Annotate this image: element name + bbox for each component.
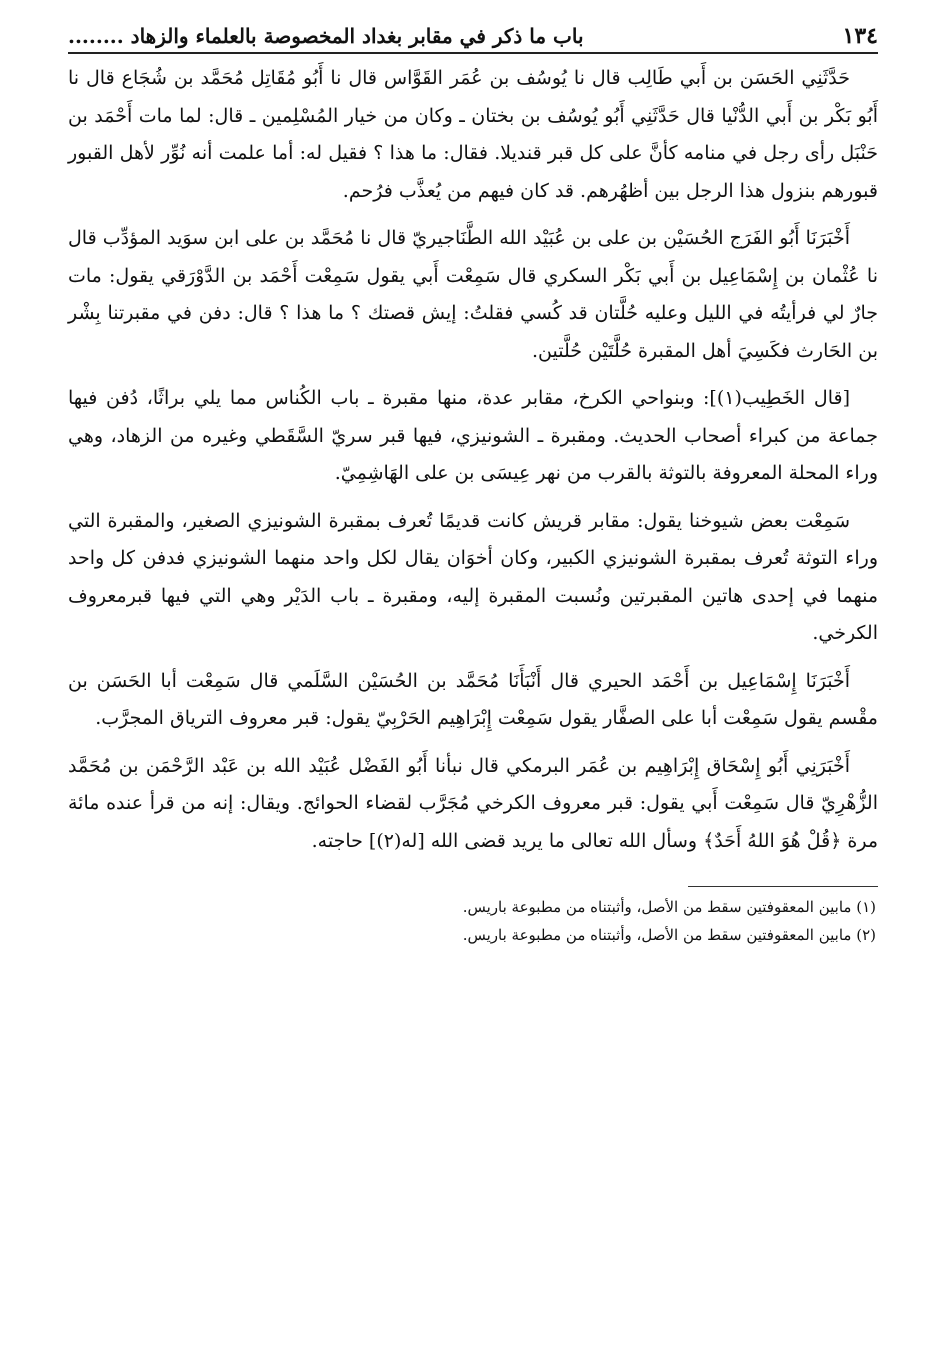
paragraph: [قال الخَطِيب(١)]: وبنواحي الكرخ، مقابر عدة، منها مقبرة ـ باب الكُناس مما يلي براثًا، دُفن فيها جماعة من كبراء أصحاب الحديث. ومقبرة ـ الشونيزي، فيها قبر سريّ السَّقَطي وغيره من الزهاد، وهي وراء المحلة المعروفة بالتوثة بالقرب من نهر عِيسَى بن على الهَاشِمِيّ. [68,387,878,484]
chapter-title: باب ما ذكر في مقابر بغداد المخصوصة بالعلماء والزهاد ........ [68,24,584,48]
footnote-divider [688,886,878,887]
paragraph: أَخْبَرَنَا أَبُو الفَرَج الحُسَيْن بن على بن عُبَيْد الله الطَّنَاجيريّ قال نا مُحَمَّد بن على ابن سوَيد المؤدِّب قال نا عُثْمان بن إِسْمَاعِيل بن أَبي بَكْر السكري قال سَمِعْت أَبي يقول سَمِعْت أَحْمَد بن الدَّوْرَقي يقول: مات جارٌ لي فرأيتُه في الليل وعليه حُلَّتان قد كُسي فقلتُ: إيش قصتك ؟ ما هذا ؟ قال: دفن في مقبرتنا بِشْر بن الحَارث فكَسِيَ أهل المقبرة حُلَّتَيْن حُلَّتين. [68,227,878,362]
paragraph: أَخْبَرَنَا إِسْمَاعِيل بن أَحْمَد الحيري قال أَنْبَأَنَا مُحَمَّد بن الحُسَيْن السَّلَمي قال سَمِعْت أبا الحَسَن بن مقْسم يقول سَمِعْت أبا على الصفَّار يقول سَمِعْت إِبْرَاهِيم الحَرْبِيّ يقول: قبر معروف الترياق المجرَّب. [68,669,878,729]
footnotes [68,893,878,949]
body-text [68,60,878,860]
footnote: (١) مابين المعقوفتين سقط من الأصل، وأثبتناه من مطبوعة باريس. [462,898,876,916]
footnote: (٢) مابين المعقوفتين سقط من الأصل، وأثبتناه من مطبوعة باريس. [462,926,876,944]
paragraph: حَدَّثَنِي الحَسَن بن أَبي طَالِب قال نا يُوسُف بن عُمَر القَوَّاس قال نا أَبُو مُقَاتِل مُحَمَّد بن شُجَاع قال نا أَبُو بَكْر بن أَبي الدُّنْيا قال حَدَّثَنِي أَبُو يُوسُف بن بختان ـ وكان من خيار المُسْلِمين ـ قال: لما مات أَحْمَد بن حَنْبَل رأى رجل في منامه كأنَّ على كل قبر قنديلا. فقال: ما هذا ؟ فقيل له: أما علمت أنه نُوِّر لأهل القبور قبورهم بنزول هذا الرجل بين أظهُرهم. قد كان فيهم من يُعذَّب فرُحم. [68,67,878,202]
paragraph: أَخْبَرَنِي أَبُو إِسْحَاق إِبْرَاهِيم بن عُمَر البرمكي قال نبأنا أَبُو الفَضْل عُبَيْد الله بن عَبْد الرَّحْمَن بن مُحَمَّد الزُّهْرِيّ قال سَمِعْت أَبي يقول: قبر معروف الكرخي مُجَرَّب لقضاء الحوائج. ويقال: إنه من قرأ عنده مائة مرة ﴿قُلْ هُوَ اللهُ أَحَدٌ﴾ وسأل الله تعالى ما يريد قضى الله [له(٢)] حاجته. [68,754,878,852]
running-header [68,22,878,54]
page-number: ١٣٤ [842,23,878,49]
paragraph: سَمِعْت بعض شيوخنا يقول: مقابر قريش كانت قديمًا تُعرف بمقبرة الشونيزي الصغير، والمقبرة التي وراء التوثة تُعرف بمقبرة الشونيزي الكبير، وكان أخوَان يقال لكل واحد منهما الشونيزي فدفن كل واحد منهما في إحدى هاتين المقبرتين ونُسبت المقبرة إليه، ومقبرة ـ باب الدَيْر وهي التي فيها قبرمعروف الكرخي. [68,509,878,644]
